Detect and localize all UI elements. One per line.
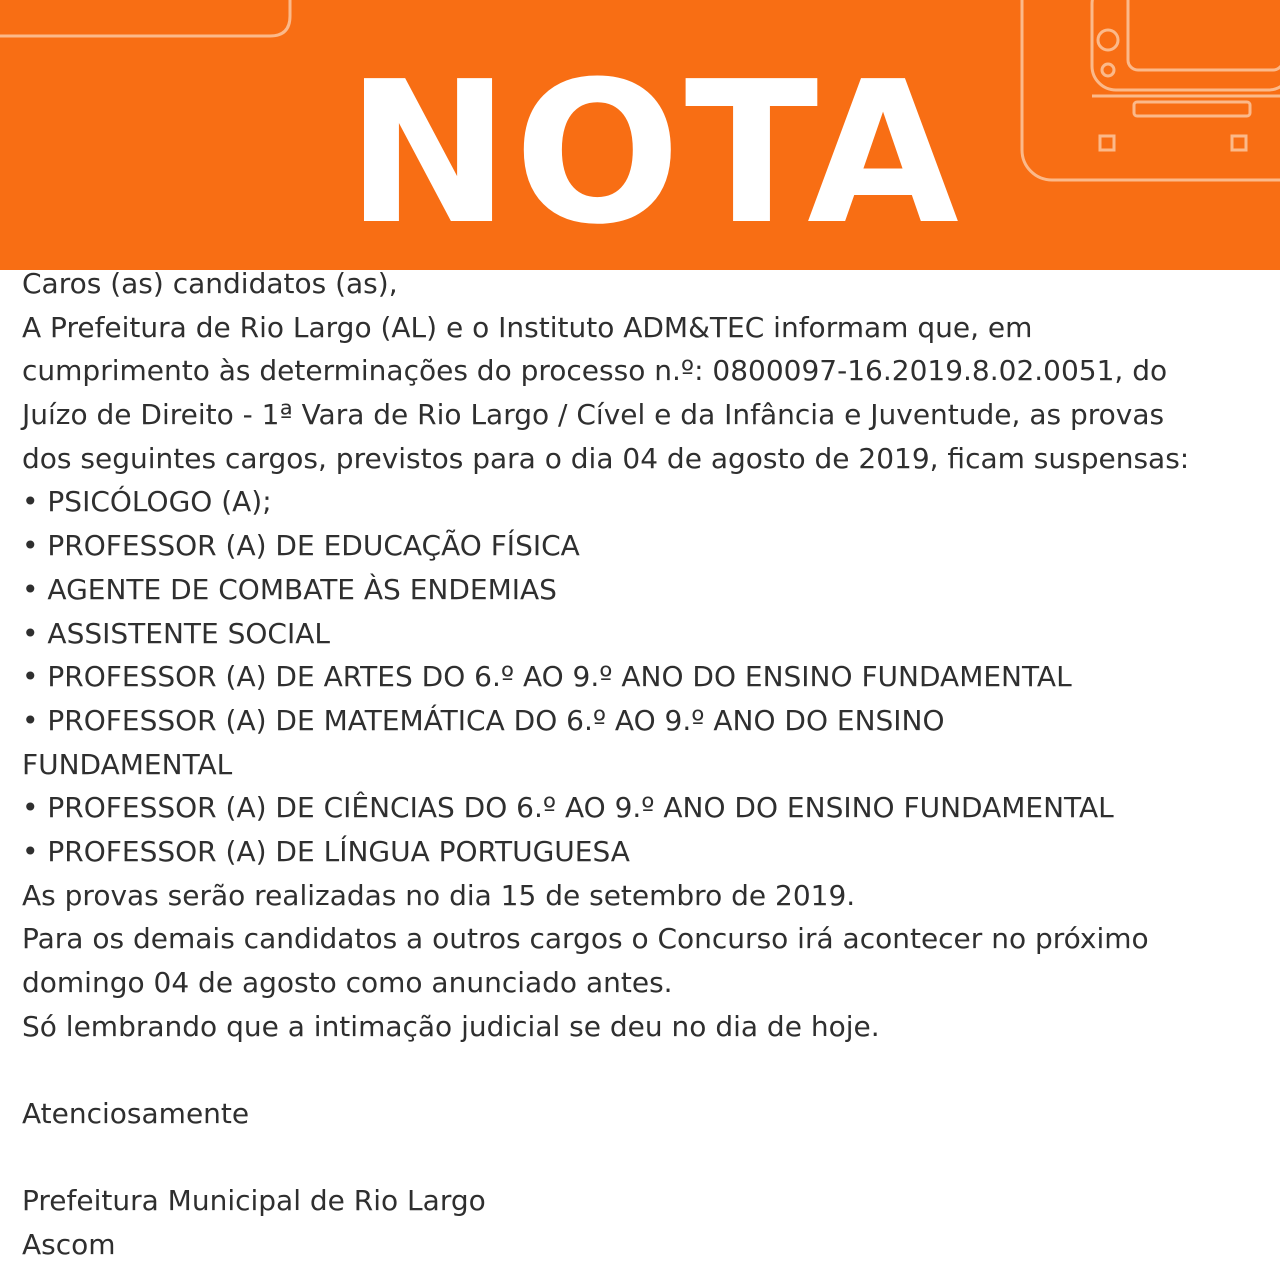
position-item: • PROFESSOR (A) DE CIÊNCIAS DO 6.º AO 9.º ANO DO ENSINO FUNDAMENTAL [22,791,1114,825]
position-item: • PROFESSOR (A) DE LÍNGUA PORTUGUESA [22,834,630,868]
closing-line: As provas serão realizadas no dia 15 de setembro de 2019. [22,878,856,912]
closing-line: domingo 04 de agosto como anunciado antes. [22,966,673,999]
signature-line: Ascom [22,1228,116,1262]
banner-title: NOTA [346,40,963,268]
nota-banner [0,0,1280,270]
spacer [22,1136,1267,1180]
intro-line: dos seguintes cargos, previstos para o dia 04 de agosto de 2019, ficam suspensas: [22,441,1190,475]
position-item: • PROFESSOR (A) DE EDUCAÇÃO FÍSICA [22,529,580,563]
greeting: Caros (as) candidatos (as), [22,267,398,300]
intro-line: A Prefeitura de Rio Largo (AL) e o Instituto ADM&TEC informam que, em [22,310,1033,344]
notice-body [22,262,1267,1267]
position-item: • AGENTE DE COMBATE ÀS ENDEMIAS [22,572,557,606]
intro-line: cumprimento às determinações do processo n.º: 0800097-16.2019.8.02.0051, do [22,354,1168,388]
banner-outline-left [0,0,290,36]
position-item: • PROFESSOR (A) DE MATEMÁTICA DO 6.º AO 9.º ANO DO ENSINO [22,703,945,737]
position-item: • ASSISTENTE SOCIAL [22,616,330,650]
intro-line: Juízo de Direito - 1ª Vara de Rio Largo / Cível e da Infância e Juventude, as provas [22,398,1165,432]
position-item: • PROFESSOR (A) DE ARTES DO 6.º AO 9.º ANO DO ENSINO FUNDAMENTAL [22,660,1072,694]
spacer [22,1048,1267,1092]
closing-line: Para os demais candidatos a outros cargos o Concurso irá acontecer no próximo [22,922,1149,956]
closing-line: Só lembrando que a intimação judicial se deu no dia de hoje. [22,1009,880,1043]
position-item: • PSICÓLOGO (A); [22,485,272,519]
position-item-continuation: FUNDAMENTAL [22,747,233,781]
bus-outline-icon [1022,0,1280,180]
signature-line: Prefeitura Municipal de Rio Largo [22,1184,486,1218]
signoff: Atenciosamente [22,1097,250,1131]
